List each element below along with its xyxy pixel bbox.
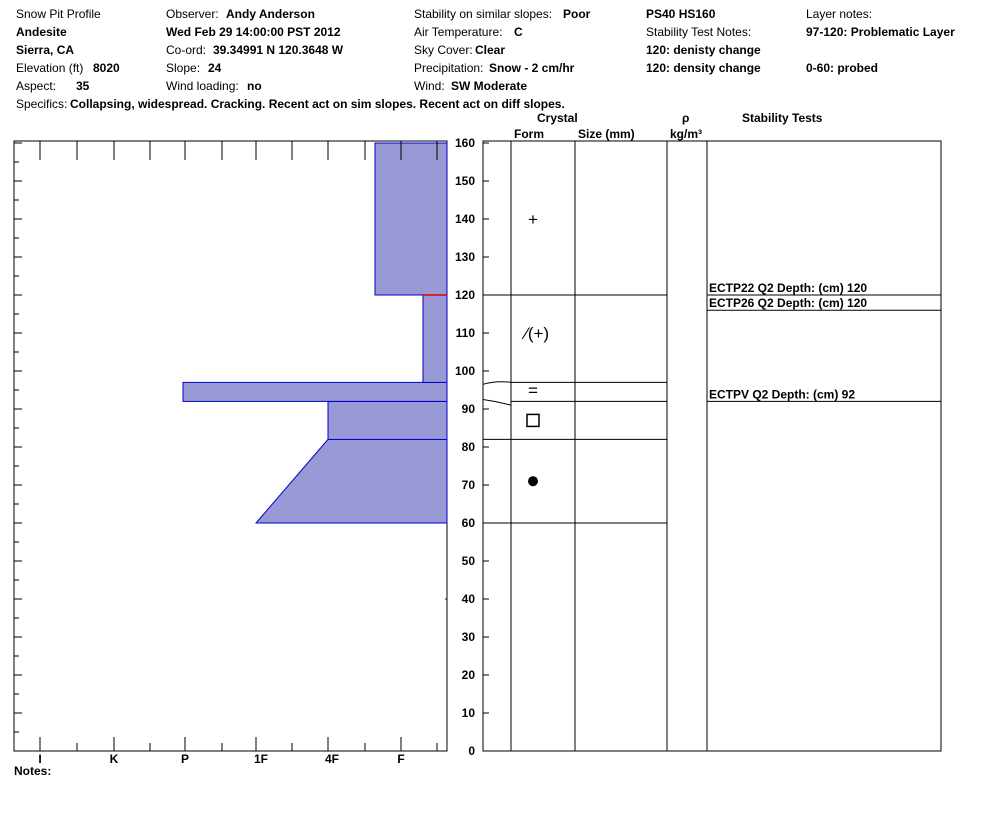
hardness-label-I: I	[38, 752, 42, 766]
air-temp-label: Air Temperature:	[414, 25, 503, 39]
stability-tests-header: Stability Tests	[742, 111, 823, 125]
layer-note-2: 0-60: probed	[806, 61, 879, 75]
grain-form-0: +	[528, 210, 538, 229]
stability-test-note-2: 120: density change	[646, 61, 761, 75]
hardness-label-K: K	[109, 752, 119, 766]
link-line-92	[483, 400, 511, 406]
depth-label-150: 150	[454, 174, 475, 188]
coord-label: Co-ord:	[166, 43, 207, 57]
table-frame	[483, 141, 941, 751]
stability-test-2: ECTPV Q2 Depth: (cm) 92	[709, 387, 856, 402]
hardness-layer-2	[183, 382, 447, 401]
ps-hs: PS40 HS160	[646, 7, 716, 21]
hardness-layer-1	[328, 401, 447, 439]
air-temp-value: C	[514, 25, 523, 39]
region: Sierra, CA	[16, 43, 75, 57]
hardness-label-F: F	[397, 752, 405, 766]
link-line-97	[483, 382, 511, 385]
coord-value: 39.34991 N 120.3648 W	[213, 43, 344, 57]
specifics-value: Collapsing, widespread. Cracking. Recent act on sim slopes. Recent act on diff slopes.	[70, 97, 565, 111]
hardness-layer-3	[423, 295, 447, 382]
grain-form-2: =	[528, 381, 538, 400]
hardness-layer-4	[375, 143, 447, 295]
rho-header: ρ	[682, 111, 690, 125]
precipitation-value: Snow - 2 cm/hr	[489, 61, 575, 75]
grain-form-1: ⁄(+)	[525, 324, 550, 343]
precipitation-label: Precipitation:	[414, 61, 484, 75]
wind-value: SW Moderate	[451, 79, 528, 93]
depth-label-100: 100	[454, 364, 475, 378]
layer-notes-label: Layer notes:	[806, 7, 873, 21]
depth-label-80: 80	[461, 440, 475, 454]
wind-loading-label: Wind loading:	[166, 79, 239, 93]
specifics-label: Specifics:	[16, 97, 68, 111]
layer-note-1: 97-120: Problematic Layer	[806, 25, 955, 39]
hardness-label-4F: 4F	[324, 752, 340, 766]
depth-label-30: 30	[461, 630, 475, 644]
depth-label-10: 10	[461, 706, 475, 720]
slope-value: 24	[208, 61, 222, 75]
wind-loading-value: no	[247, 79, 262, 93]
observer-value: Andy Anderson	[226, 7, 315, 21]
depth-label-60: 60	[461, 516, 475, 530]
size-header: Size (mm)	[578, 127, 635, 141]
hardness-layer-0	[256, 439, 447, 523]
depth-label-160: 160	[454, 136, 475, 150]
crystal-header: Crystal	[537, 111, 578, 125]
depth-label-110: 110	[455, 326, 475, 340]
form-header: Form	[514, 127, 544, 141]
grain-form-faceted	[527, 414, 539, 426]
depth-label-130: 130	[454, 250, 475, 264]
notes-label: Notes:	[14, 764, 52, 778]
depth-label-140: 140	[454, 212, 475, 226]
stability-test-0: ECTP22 Q2 Depth: (cm) 120	[709, 281, 868, 295]
elevation-value: 8020	[93, 61, 120, 75]
observation-date: Wed Feb 29 14:00:00 PST 2012	[166, 25, 341, 39]
wind-label: Wind:	[414, 79, 445, 93]
stability-test-1: ECTP26 Q2 Depth: (cm) 120	[709, 296, 868, 311]
stability-label: Stability on similar slopes:	[414, 7, 553, 21]
aspect-value: 35	[76, 79, 90, 93]
aspect-label: Aspect:	[16, 79, 57, 93]
grain-form-rounded	[528, 476, 538, 486]
hardness-label-1F: 1F	[253, 752, 269, 766]
sky-cover-value: Clear	[475, 43, 506, 57]
stability-value: Poor	[563, 7, 591, 21]
depth-label-40: 40	[461, 592, 475, 606]
elevation-label: Elevation (ft)	[16, 61, 84, 75]
location-name: Andesite	[16, 25, 67, 39]
depth-label-20: 20	[461, 668, 475, 682]
observer-label: Observer:	[166, 7, 219, 21]
density-unit-header: kg/m³	[670, 127, 703, 141]
profile-title: Snow Pit Profile	[16, 7, 101, 21]
sky-cover-label: Sky Cover:	[414, 43, 473, 57]
stability-test-note-1: 120: denisty change	[646, 43, 761, 57]
stability-test-notes-label: Stability Test Notes:	[646, 25, 752, 39]
slope-label: Slope:	[166, 61, 201, 75]
depth-label-70: 70	[461, 478, 475, 492]
depth-label-120: 120	[454, 288, 475, 302]
depth-label-50: 50	[461, 554, 475, 568]
depth-label-0: 0	[468, 744, 475, 758]
hardness-label-P: P	[180, 752, 190, 766]
depth-label-90: 90	[461, 402, 475, 416]
